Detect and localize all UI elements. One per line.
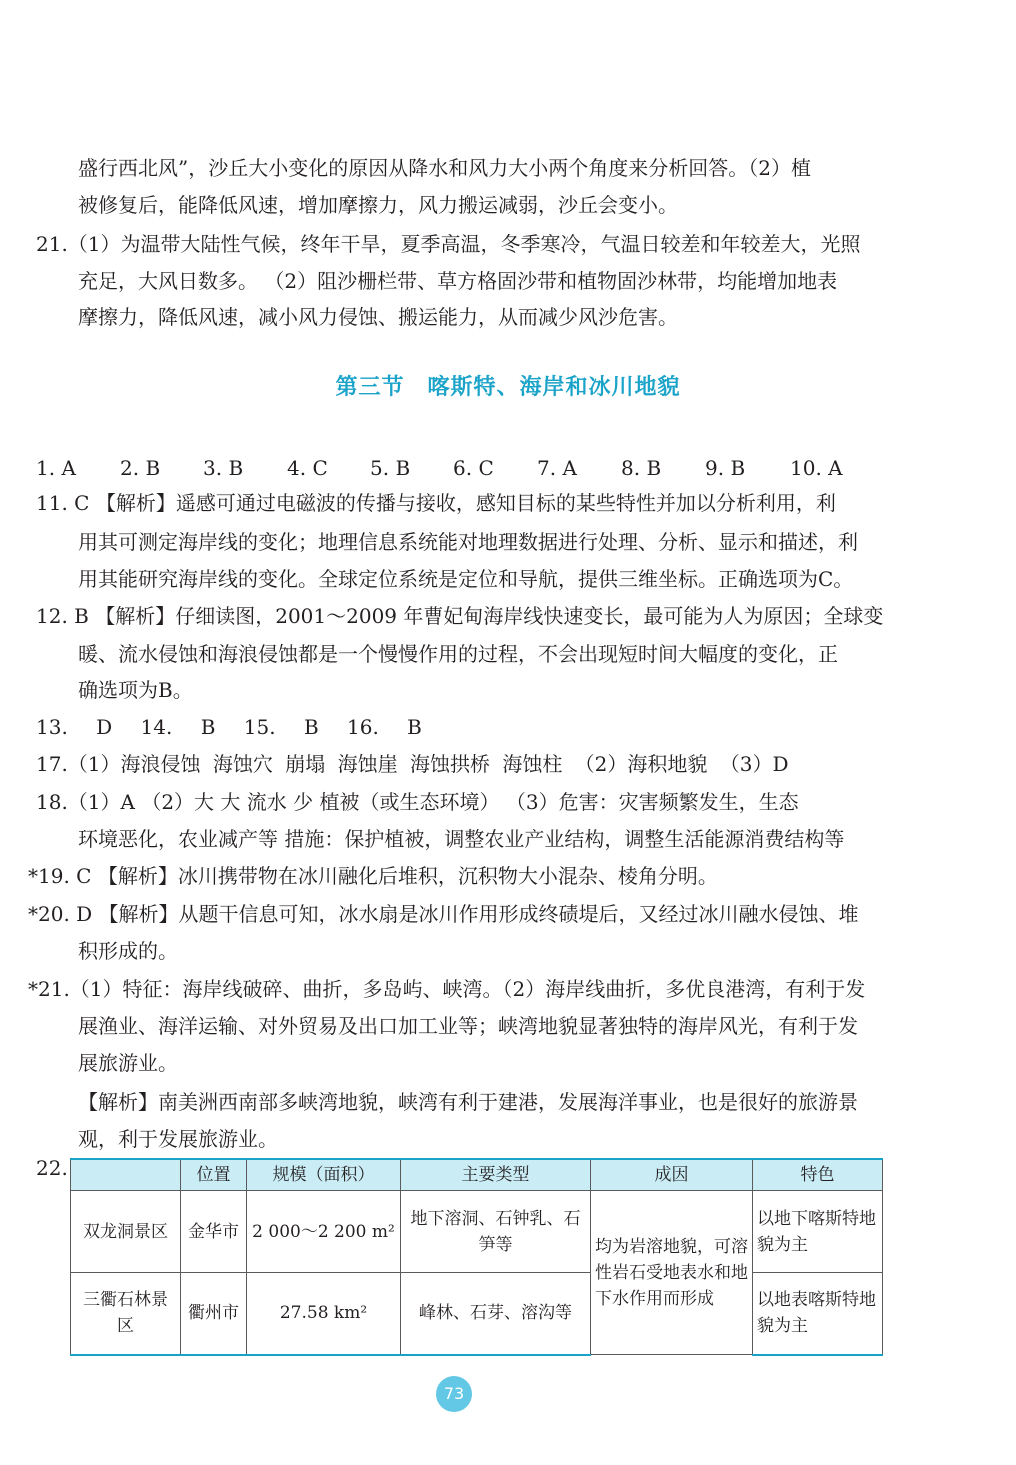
text-line: 13. D 14. B 15. B 16. B	[36, 715, 422, 739]
text-line: 摩擦力，降低风速，减小风力侵蚀、搬运能力，从而减少风沙危害。	[78, 305, 678, 329]
text-line: 积形成的。	[78, 939, 178, 963]
table-cell: 以地下喀斯特地貌为主	[753, 1191, 883, 1273]
table-header-cell: 主要类型	[401, 1159, 591, 1191]
mc-answer: 8. B	[621, 456, 662, 480]
text-line: 展渔业、海洋运输、对外贸易及出口加工业等；峡湾地貌显著独特的海岸风光，有利于发	[78, 1014, 858, 1038]
table-cell: 2 000～2 200 m²	[247, 1191, 401, 1273]
text-line: 被修复后，能降低风速，增加摩擦力，风力搬运减弱，沙丘会变小。	[78, 193, 678, 217]
text-line: 充足，大风日数多。 （2）阻沙栅栏带、草方格固沙带和植物固沙林带，均能增加地表	[78, 269, 838, 293]
table-header-row	[71, 1159, 883, 1191]
text-line: 盛行西北风”，沙丘大小变化的原因从降水和风力大小两个角度来分析回答。（2）植	[78, 156, 811, 180]
table-header-cell: 特色	[753, 1159, 883, 1191]
mc-answer: 2. B	[120, 456, 161, 480]
text-line: *19. C 【解析】冰川携带物在冰川融化后堆积，沉积物大小混杂、棱角分明。	[28, 864, 718, 888]
table-cell: 以地表喀斯特地貌为主	[753, 1273, 883, 1355]
text-line: 用其能研究海岸线的变化。全球定位系统是定位和导航，提供三维坐标。正确选项为C。	[78, 567, 854, 591]
mc-answer: 6. C	[453, 456, 494, 480]
mc-answer: 4. C	[287, 456, 328, 480]
text-line: 18.（1）A （2）大 大 流水 少 植被（或生态环境） （3）危害：灾害频繁发生，生态	[36, 790, 799, 814]
table-cell: 三衢石林景区	[71, 1273, 181, 1355]
text-line: *21.（1）特征：海岸线破碎、曲折，多岛屿、峡湾。（2）海岸线曲折，多优良港湾，有利于发	[28, 977, 866, 1001]
section-title: 第三节 喀斯特、海岸和冰川地貌	[335, 375, 681, 400]
table-cell: 峰林、石芽、溶沟等	[401, 1273, 591, 1355]
table-cell-cause: 均为岩溶地貌，可溶性岩石受地表水和地下水作用而形成	[591, 1191, 753, 1355]
table-cell: 衢州市	[181, 1273, 247, 1355]
question-number: 22.	[36, 1156, 68, 1180]
text-line: 12. B 【解析】仔细读图，2001～2009 年曹妃甸海岸线快速变长，最可能为人为原因；全球变	[36, 604, 884, 628]
text-line: 展旅游业。	[78, 1051, 178, 1075]
mc-answer: 10. A	[790, 456, 843, 480]
text-line: 环境恶化，农业减产等 措施：保护植被，调整农业产业结构，调整生活能源消费结构等	[78, 827, 845, 851]
table-header-cell: 规模（面积）	[247, 1159, 401, 1191]
text-line: 17.（1）海浪侵蚀 海蚀穴 崩塌 海蚀崖 海蚀拱桥 海蚀柱 （2）海积地貌 （3）D	[36, 752, 789, 776]
mc-answer: 1. A	[36, 456, 76, 480]
page-number: 73	[436, 1376, 472, 1412]
mc-answer: 5. B	[370, 456, 411, 480]
table-cell: 金华市	[181, 1191, 247, 1273]
text-line: *20. D 【解析】从题干信息可知，冰水扇是冰川作用形成终碛堤后，又经过冰川融水侵蚀、堆	[28, 902, 859, 926]
mc-answer: 9. B	[705, 456, 746, 480]
table-row	[71, 1191, 883, 1273]
text-line: 确选项为B。	[78, 678, 193, 702]
text-line: 【解析】南美洲西南部多峡湾地貌，峡湾有利于建港，发展海洋事业，也是很好的旅游景	[78, 1090, 858, 1114]
text-line: 11. C 【解析】遥感可通过电磁波的传播与接收，感知目标的某些特性并加以分析利用，利	[36, 491, 836, 515]
mc-answer: 3. B	[203, 456, 244, 480]
text-line: 21.（1）为温带大陆性气候，终年干旱，夏季高温，冬季寒冷，气温日较差和年较差大，光照	[36, 232, 861, 256]
text-line: 暖、流水侵蚀和海浪侵蚀都是一个慢慢作用的过程，不会出现短时间大幅度的变化，正	[78, 642, 838, 666]
mc-answer: 7. A	[537, 456, 577, 480]
answer-table	[70, 1158, 883, 1356]
table-cell: 地下溶洞、石钟乳、石笋等	[401, 1191, 591, 1273]
table-header-cell	[71, 1159, 181, 1191]
text-line: 用其可测定海岸线的变化；地理信息系统能对地理数据进行处理、分析、显示和描述，利	[78, 530, 858, 554]
table-header-cell: 位置	[181, 1159, 247, 1191]
table-cell: 27.58 km²	[247, 1273, 401, 1355]
table-cell: 双龙洞景区	[71, 1191, 181, 1273]
table-row	[71, 1273, 883, 1355]
text-line: 观，利于发展旅游业。	[78, 1127, 278, 1151]
table-header-cell: 成因	[591, 1159, 753, 1191]
